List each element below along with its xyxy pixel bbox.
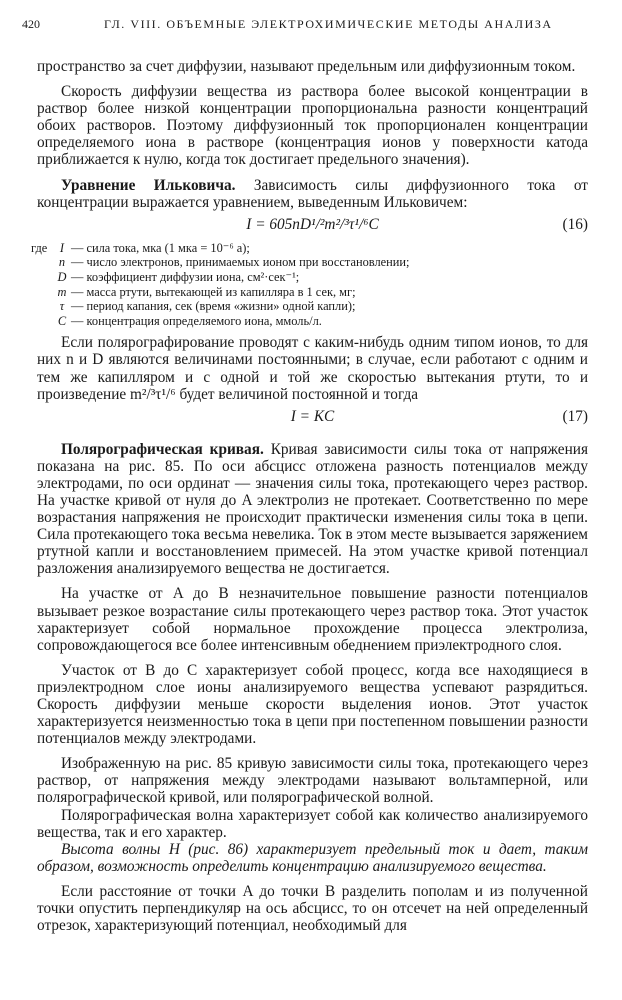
running-header xyxy=(22,17,598,37)
curve-text: Кривая зависимости силы тока от напряжения показана на рис. 85. По оси абсцисс отложена разность потенциалов между электродами, по оси ординат — значения силы тока, протекающего через раствор. На участке кривой от нуля до A электролиз не протекает. Соответственно по мере возрастания напряжения не происходит практически изменения силы тока в цепи. Сила протекающего тока весьма невелика. Ток в этом месте вызывается заряжением ртутной капли и восстановлением примесей. На этом участке кривой потенциал разложения анализируемого вещества не достигается. xyxy=(37,440,588,578)
formula-17-number: (17) xyxy=(562,407,588,425)
paragraph-half-wave: Если расстояние от точки A до точки B разделить пополам и из полученной точки опустить перпендикуляр на ось абсцисс, то он отсечет на ней определенный отрезок, характеризующий потенциал, необходимый для xyxy=(37,882,588,935)
paragraph-ilkovic-intro xyxy=(37,177,588,211)
section-heading-ilkovic: Уравнение Ильковича. xyxy=(61,176,236,194)
legend-row xyxy=(37,299,588,314)
legend-lead: где xyxy=(31,240,48,255)
legend-symbol: C xyxy=(57,313,67,328)
paragraph-diffusion-rate: Скорость диффузии вещества из раствора более высокой концентрации в раствор более низкой концентрации пропорциональна разности концентраций обоих растворов. Поэтому диффузионный ток пропорционален концентрации определяемого иона в растворе (концентрация ионов у поверхности катода приближается к нулю, когда ток достигает предельного значения). xyxy=(37,83,588,169)
legend-symbol: τ xyxy=(59,299,65,314)
paragraph-segment-bc: Участок от B до C характеризует собой процесс, когда все находящиеся в приэлектродном слое ионы анализируемого вещества успевают разрядиться. Скорость диффузии меньше скорости выделения ионов. Этот участок характеризуется неизменностью тока в цепи при постепенном повышении разности потенциалов между электродами. xyxy=(37,661,588,748)
legend-text: — масса ртути, вытекающей из капилляра в 1 сек, мг; xyxy=(71,284,356,299)
paragraph-wave-height: Высота волны H (рис. 86) характеризует предельный ток и дает, таким образом, возможность определить концентрацию анализируемого вещества. xyxy=(37,840,588,875)
variable-legend xyxy=(31,240,588,329)
legend-row xyxy=(37,255,588,270)
paragraph-segment-ab: На участке от A до B незначительное повышение разности потенциалов вызывает резкое возрастание силы протекающего через раствор тока. Этот участок характеризует собой нормальное прохождение процесса электролиза, сопровождающегося все более интенсивным обеднением приэлектродного слоя. xyxy=(37,585,588,654)
paragraph-limit-current: пространство за счет диффузии, называют предельным или диффузионным током. xyxy=(37,58,576,75)
formula-16 xyxy=(37,213,588,237)
section-heading-curve: Полярографическая кривая. xyxy=(61,440,264,458)
legend-row xyxy=(37,314,588,329)
legend-symbol: n xyxy=(58,255,66,270)
ilkovic-intro-text: Зависимость силы диффузионного тока от концентрации выражается уравнением, выведенным Ильковичем: xyxy=(37,176,588,211)
page-body xyxy=(31,58,588,935)
legend-text: — коэффициент диффузии иона, см²·сек⁻¹; xyxy=(71,269,300,284)
legend-symbol: D xyxy=(57,269,67,284)
legend-symbol: I xyxy=(59,240,65,255)
formula-16-expression: I = 605nD¹/²m²/³τ¹/⁶C xyxy=(246,215,379,233)
legend-text: — число электронов, принимаемых ионом при восстановлении; xyxy=(71,255,410,270)
formula-17-expression: I = KC xyxy=(290,407,335,425)
legend-row xyxy=(31,240,588,256)
legend-text: — концентрация определяемого иона, ммоль/л. xyxy=(71,313,322,328)
legend-row xyxy=(37,270,588,285)
chapter-title: ГЛ. VIII. ОБЪЕМНЫЕ ЭЛЕКТРОХИМИЧЕСКИЕ МЕТОДЫ АНАЛИЗА xyxy=(104,17,553,31)
legend-text: — период капания, сек (время «жизни» одной капли); xyxy=(71,299,356,314)
formula-17 xyxy=(37,405,588,429)
paragraph-wave-character: Полярографическая волна характеризует собой как количество анализируемого вещества, так и его характер. xyxy=(37,806,588,841)
paragraph-polarographic-curve xyxy=(37,441,588,578)
paragraph-constant-product: Если полярографирование проводят с каким-нибудь одним типом ионов, то для них n и D являются величинами постоянными; в случае, если работают с одним и тем же капилляром и с одной и той же скоростью вытекания ртути, то и произведение m²/³τ¹/⁶ будет величиной постоянной и тогда xyxy=(37,334,588,403)
legend-row xyxy=(37,285,588,300)
legend-text: — сила тока, мка (1 мка = 10⁻⁶ а); xyxy=(71,240,250,255)
paragraph-voltammetric-curve: Изображенную на рис. 85 кривую зависимости силы тока, протекающего через раствор, от напряжения между электродами называют вольтамперной, или полярографической кривой, или полярографической волной. xyxy=(37,755,588,807)
legend-symbol: m xyxy=(57,284,67,299)
formula-16-number: (16) xyxy=(562,215,588,233)
page-number: 420 xyxy=(22,17,40,31)
